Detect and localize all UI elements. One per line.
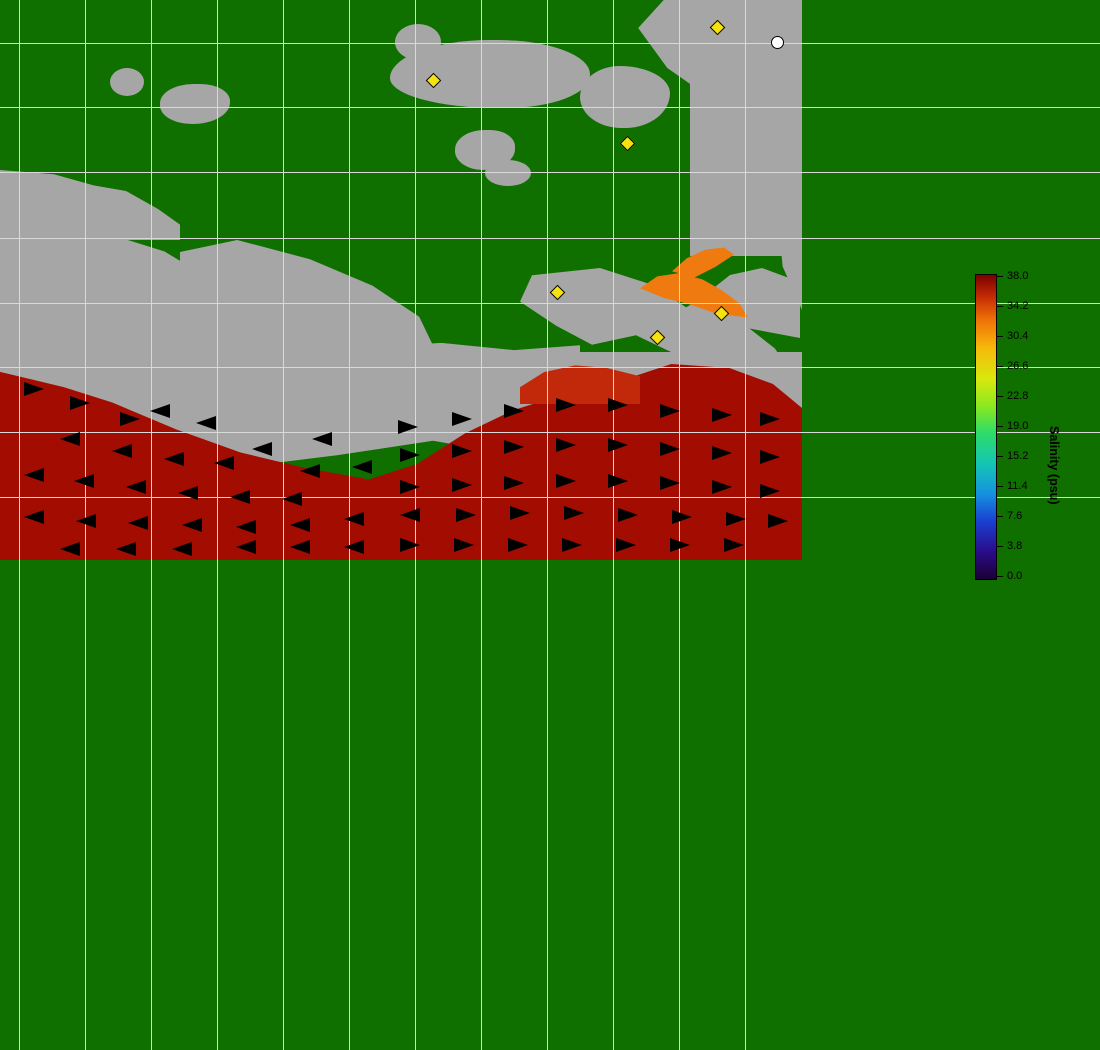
current-vector-arrow [24, 468, 44, 482]
current-vector-arrow [290, 518, 310, 532]
gridline-horizontal [0, 172, 802, 173]
current-vector-arrow [164, 452, 184, 466]
current-vector-arrow [236, 540, 256, 554]
gridline-horizontal [0, 367, 802, 368]
current-vector-arrow [400, 508, 420, 522]
current-vector-arrow [618, 508, 638, 522]
current-vector-arrow [312, 432, 332, 446]
current-vector-arrow [712, 480, 732, 494]
gridline-vertical [349, 0, 350, 560]
current-vector-arrow [510, 506, 530, 520]
colorbar-tick-label: 26.6 [1007, 360, 1029, 372]
current-vector-arrow [150, 404, 170, 418]
current-vector-arrow [398, 420, 418, 434]
current-vector-arrow [120, 412, 140, 426]
current-vector-arrow [504, 440, 524, 454]
gridline-vertical [415, 0, 416, 560]
colorbar-tick-label: 15.2 [1007, 450, 1029, 462]
current-vector-arrow [508, 538, 528, 552]
current-vector-arrow [556, 398, 576, 412]
current-vector-arrow [60, 432, 80, 446]
current-vector-arrow [726, 512, 746, 526]
gridline-horizontal [0, 238, 802, 239]
current-vector-arrow [178, 486, 198, 500]
current-vector-arrow [400, 448, 420, 462]
current-vector-arrow [300, 464, 320, 478]
current-vector-arrow [400, 538, 420, 552]
current-vector-arrow [608, 474, 628, 488]
current-vector-arrow [562, 538, 582, 552]
colorbar-tick-label: 22.8 [1007, 390, 1029, 402]
current-vector-arrow [768, 514, 788, 528]
gridline-vertical [151, 0, 152, 560]
current-vector-arrow [70, 396, 90, 410]
current-vector-arrow [352, 460, 372, 474]
current-vector-arrow [760, 484, 780, 498]
current-vector-arrow [128, 516, 148, 530]
gridline-vertical [283, 0, 284, 560]
current-vector-arrow [60, 542, 80, 556]
gridline-vertical [19, 0, 20, 560]
colorbar-tick-label: 11.4 [1007, 480, 1028, 492]
current-vector-arrow [344, 540, 364, 554]
gridline-horizontal [0, 303, 802, 304]
current-vector-arrow [282, 492, 302, 506]
current-vector-arrow [230, 490, 250, 504]
current-vector-arrow [74, 474, 94, 488]
current-vector-arrow [452, 444, 472, 458]
colorbar-tick-label: 19.0 [1007, 420, 1029, 432]
current-vector-arrow [724, 538, 744, 552]
current-vector-arrow [712, 446, 732, 460]
colorbar-tick-label: 38.0 [1007, 270, 1029, 282]
current-vector-arrow [236, 520, 256, 534]
current-vector-arrow [556, 474, 576, 488]
current-vector-arrow [24, 382, 44, 396]
current-vector-arrow [400, 480, 420, 494]
current-vector-arrow [712, 408, 732, 422]
current-vector-arrow [344, 512, 364, 526]
current-vector-arrow [454, 538, 474, 552]
current-vector-arrow [760, 450, 780, 464]
current-vector-arrow [616, 538, 636, 552]
colorbar-tick-label: 7.6 [1007, 510, 1023, 522]
current-vector-arrow [564, 506, 584, 520]
colorbar-tick-label: 0.0 [1007, 570, 1023, 582]
colorbar-title: Salinity (psu) [1047, 426, 1061, 505]
current-vector-arrow [504, 404, 524, 418]
lake-maurepas [395, 24, 441, 60]
gridline-horizontal [0, 43, 802, 44]
current-vector-arrow [76, 514, 96, 528]
current-vector-arrow [116, 542, 136, 556]
gridline-horizontal [0, 497, 802, 498]
current-vector-arrow [214, 456, 234, 470]
colorbar-tick-label: 34.2 [1007, 300, 1029, 312]
current-vector-arrow [660, 442, 680, 456]
gridline-vertical [547, 0, 548, 560]
station-marker-usm[interactable] [771, 36, 784, 49]
map-canvas[interactable] [0, 0, 802, 560]
lake-small-west [110, 68, 144, 96]
current-vector-arrow [290, 540, 310, 554]
current-vector-arrow [112, 444, 132, 458]
gridline-horizontal [0, 107, 802, 108]
gridline-vertical [745, 0, 746, 560]
current-vector-arrow [670, 538, 690, 552]
current-vector-arrow [24, 510, 44, 524]
current-vector-arrow [504, 476, 524, 490]
current-vector-arrow [760, 412, 780, 426]
current-vector-arrow [660, 476, 680, 490]
current-vector-arrow [608, 438, 628, 452]
current-vector-arrow [196, 416, 216, 430]
current-vector-arrow [556, 438, 576, 452]
gridline-vertical [481, 0, 482, 560]
current-vector-arrow [172, 542, 192, 556]
gridline-vertical [217, 0, 218, 560]
colorbar-tick-label: 3.8 [1007, 540, 1023, 552]
current-vector-arrow [252, 442, 272, 456]
current-vector-arrow [608, 398, 628, 412]
colorbar-tick-label: 30.4 [1007, 330, 1029, 342]
current-vector-arrow [456, 508, 476, 522]
current-vector-arrow [182, 518, 202, 532]
colorbar-gradient [975, 274, 997, 580]
current-vector-arrow [660, 404, 680, 418]
current-vector-arrow [452, 412, 472, 426]
current-vector-arrow [126, 480, 146, 494]
current-vector-arrow [672, 510, 692, 524]
current-vector-arrow [452, 478, 472, 492]
